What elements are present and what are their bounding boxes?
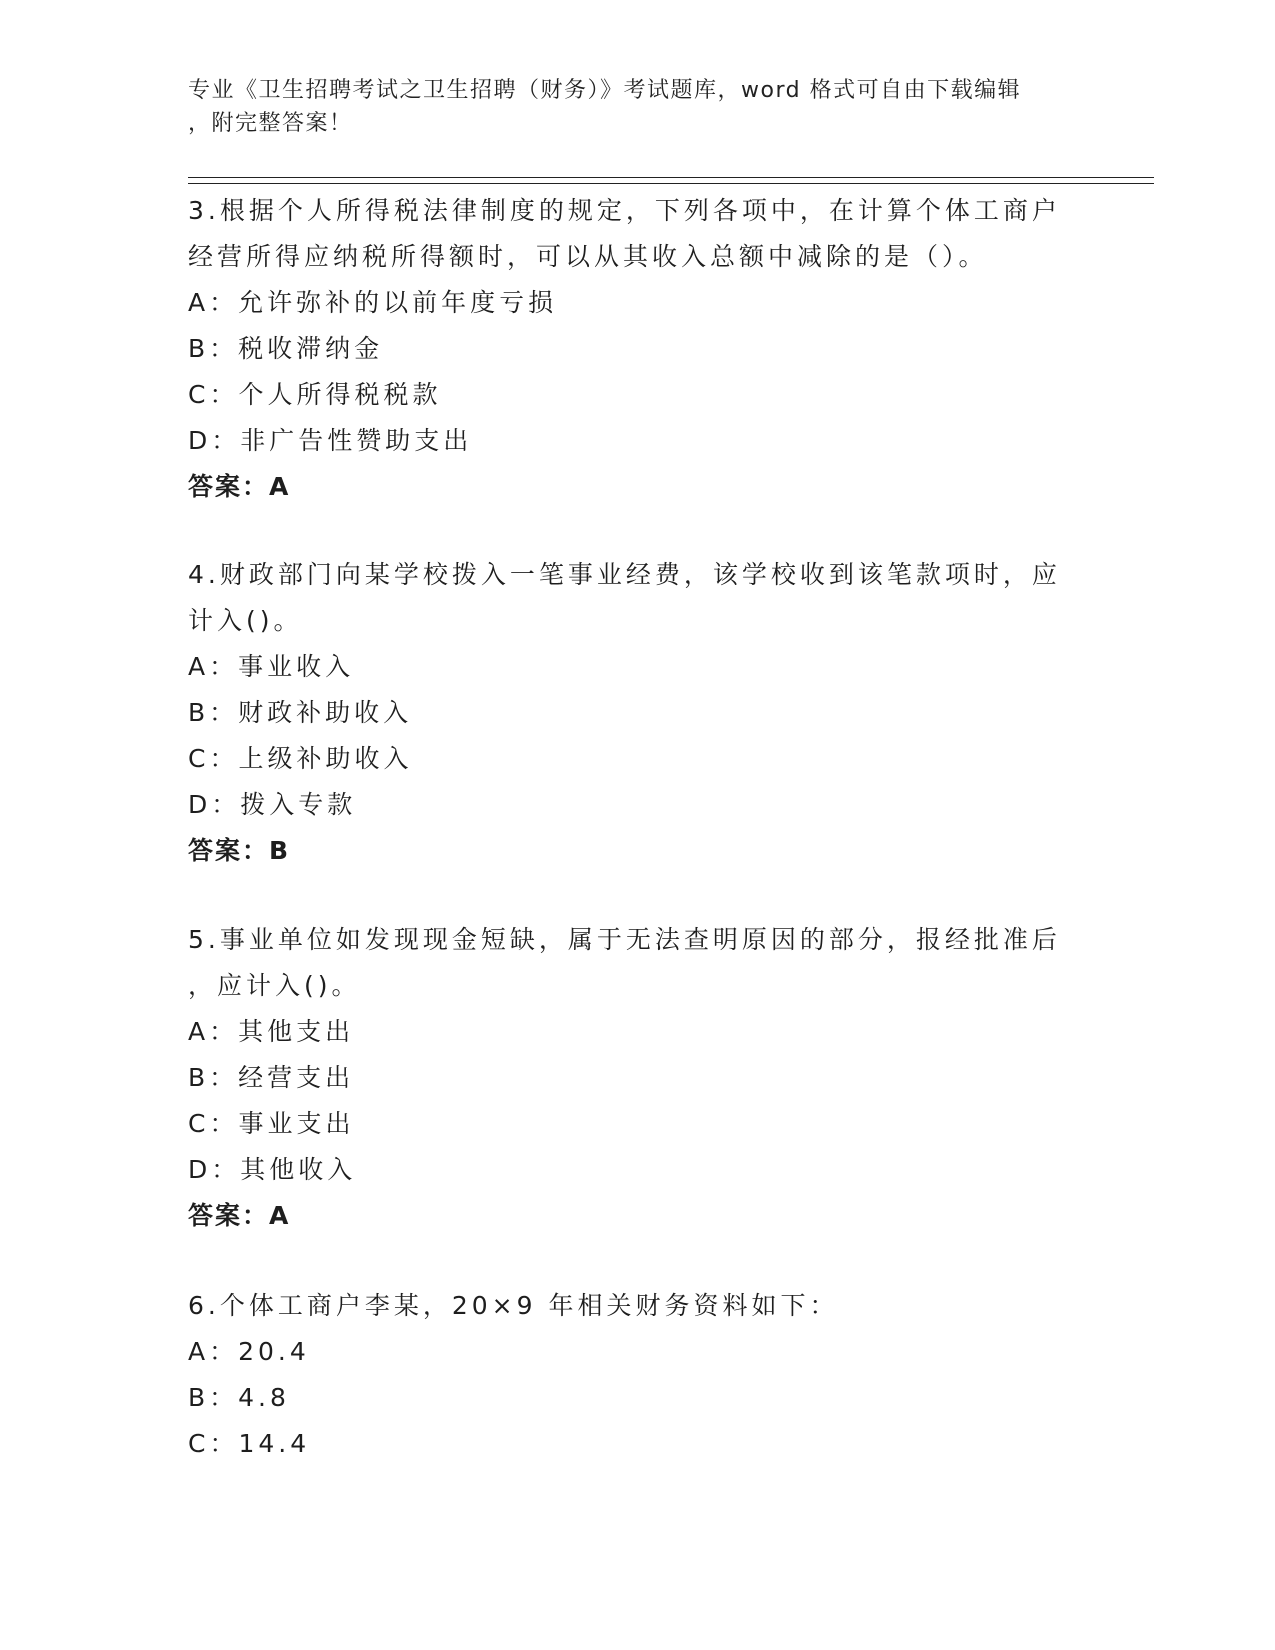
question-5 [188, 917, 1088, 1239]
option-a: A：事业收入 [188, 652, 355, 681]
question-text-line: 5.事业单位如发现现金短缺，属于无法查明原因的部分，报经批准后 [188, 925, 1061, 954]
option-a: A：20.4 [188, 1337, 310, 1366]
question-text-line: 计入()。 [188, 606, 303, 635]
answer: 答案：A [188, 472, 291, 501]
option-d: D：非广告性赞助支出 [188, 426, 473, 455]
option-c: C：个人所得税税款 [188, 380, 442, 409]
option-a: A：其他支出 [188, 1017, 355, 1046]
question-text-line: 4.财政部门向某学校拨入一笔事业经费，该学校收到该笔款项时，应 [188, 560, 1061, 589]
option-d: D：拨入专款 [188, 790, 357, 819]
header-divider-bottom [188, 183, 1154, 184]
header-divider-top [188, 177, 1154, 178]
header-line-2: ，附完整答案！ [188, 111, 353, 136]
option-a: A：允许弥补的以前年度亏损 [188, 288, 558, 317]
answer: 答案：B [188, 836, 291, 865]
question-4 [188, 552, 1088, 874]
option-b: B：税收滞纳金 [188, 334, 384, 363]
option-c: C：事业支出 [188, 1109, 355, 1138]
option-c: C：14.4 [188, 1429, 311, 1458]
question-text-line: 3.根据个人所得税法律制度的规定，下列各项中，在计算个体工商户 [188, 196, 1061, 225]
option-b: B：财政补助收入 [188, 698, 413, 727]
answer: 答案：A [188, 1201, 291, 1230]
question-3 [188, 188, 1088, 510]
question-6 [188, 1283, 1088, 1467]
question-text-line: ，应计入()。 [188, 971, 361, 1000]
document-header [188, 74, 1068, 140]
option-b: B：经营支出 [188, 1063, 355, 1092]
option-d: D：其他收入 [188, 1155, 357, 1184]
option-b: B：4.8 [188, 1383, 290, 1412]
option-c: C：上级补助收入 [188, 744, 413, 773]
question-text-line: 经营所得应纳税所得额时，可以从其收入总额中减除的是（）。 [188, 242, 988, 271]
question-text-line: 6.个体工商户李某，20×9 年相关财务资料如下： [188, 1291, 839, 1320]
header-line-1: 专业《卫生招聘考试之卫生招聘（财务）》考试题库，word 格式可自由下载编辑 [188, 78, 1022, 103]
